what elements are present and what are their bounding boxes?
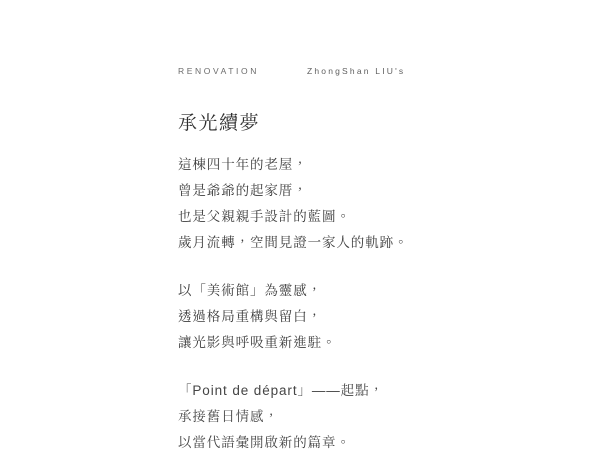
poem-line: 以當代語彙開啟新的篇章。 [178, 435, 351, 450]
poem-line: 「Point de départ」——起點， [178, 383, 384, 398]
poem-body [178, 152, 558, 456]
poem-line: 承接舊日情感， [178, 409, 279, 424]
poem-line: 曾是爺爺的起家厝， [178, 183, 308, 198]
poem-line: 這棟四十年的老屋， [178, 157, 308, 172]
kicker-project-owner: ZhongShan LIU's [306, 66, 406, 76]
header-labels [178, 66, 508, 76]
stanza [178, 152, 558, 256]
poem-line: 歲月流轉，空間見證一家人的軌跡。 [178, 235, 409, 250]
poem-line: 讓光影與呼吸重新進駐。 [178, 335, 337, 350]
page-title: 承光續夢 [178, 113, 261, 134]
poem-line: 也是父親親手設計的藍圖。 [178, 209, 351, 224]
stanza [178, 278, 558, 356]
stanza [178, 378, 558, 456]
poem-line: 透過格局重構與留白， [178, 309, 322, 324]
kicker-renovation: RENOVATION [178, 66, 259, 76]
poem-line: 以「美術館」為靈感， [178, 283, 322, 298]
